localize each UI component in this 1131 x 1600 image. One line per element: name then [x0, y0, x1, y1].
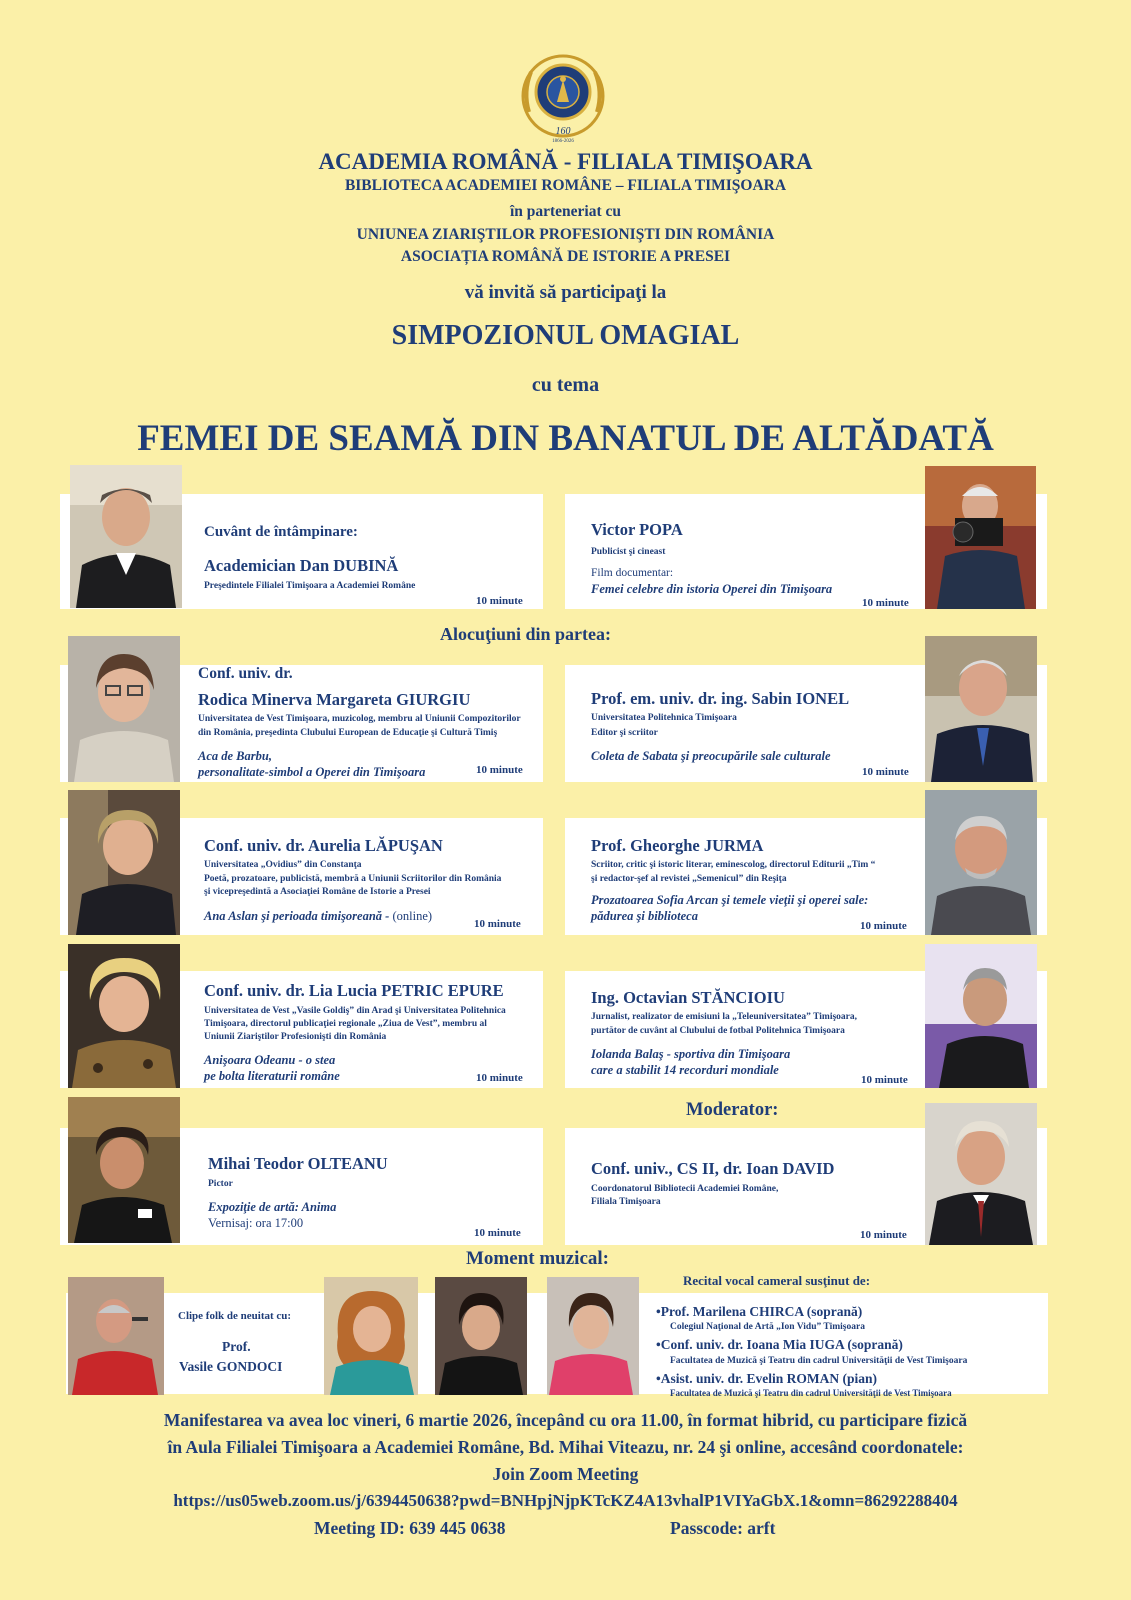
- speaker-name: Prof. Gheorghe JURMA: [591, 836, 764, 855]
- opening-minutes: 10 minute: [476, 595, 523, 607]
- photo-mihai-olteanu: [68, 1097, 180, 1243]
- speaker-minutes: 10 minute: [860, 920, 907, 932]
- photo-vasile-gondoci: [68, 1277, 164, 1395]
- photo-aurelia-lapusan: [68, 790, 180, 935]
- event-details-line-1: Manifestarea va avea loc vineri, 6 martie 2026, începând cu ora 11.00, în format hibrid, cu participare fizică: [163, 1410, 968, 1430]
- speaker-topic: care a stabilit 14 recorduri mondiale: [591, 1063, 779, 1077]
- partner-2: ASOCIAȚIA ROMÂNĂ DE ISTORIE A PRESEI: [400, 248, 731, 265]
- speaker-topic: pe bolta literaturii române: [204, 1069, 340, 1083]
- photo-gheorghe-jurma: [925, 790, 1037, 935]
- speaker-desc: Scriitor, critic şi istoric literar, eminescolog, directorul Editurii „Tim “: [591, 860, 876, 870]
- opening-desc: Preşedintele Filialei Timişoara a Academiei Române: [204, 581, 416, 591]
- vernisaj-time: Vernisaj: ora 17:00: [208, 1216, 304, 1230]
- invite-line: vă invită să participaţi la: [464, 282, 667, 303]
- speaker-desc: Timişoara, directorul publicaţiei regionale „Ziua de Vest”, membru al: [204, 1019, 487, 1029]
- event-details-line-2: în Aula Filialei Timişoara a Academiei Române, Bd. Mihai Viteazu, nr. 24 şi online, accesând coordonatele:: [167, 1437, 964, 1457]
- folk-title: Prof.: [222, 1339, 251, 1354]
- photo-victor-popa: [925, 466, 1036, 609]
- artist-name: Mihai Teodor OLTEANU: [208, 1154, 388, 1173]
- theme-label: cu tema: [531, 374, 600, 396]
- speaker-topic: Aca de Barbu,: [198, 749, 272, 763]
- event-title: SIMPOZIONUL OMAGIAL: [391, 320, 740, 351]
- speaker-minutes: 10 minute: [476, 764, 523, 776]
- performer: •Prof. Marilena CHIRCA (soprană): [656, 1304, 863, 1319]
- speaker-name: Prof. em. univ. dr. ing. Sabin IONEL: [591, 689, 850, 708]
- moderator-desc: Filiala Timişoara: [591, 1197, 661, 1207]
- artist-topic: Expoziţie de artă: Anima: [208, 1200, 337, 1214]
- theme-title: FEMEI DE SEAMĂ DIN BANATUL DE ALTĂDATĂ: [137, 418, 994, 459]
- zoom-join-label[interactable]: Join Zoom Meeting: [492, 1464, 639, 1484]
- moderator-desc: Coordonatorul Bibliotecii Academiei Române,: [591, 1184, 779, 1194]
- speaker-title: Conf. univ. dr.: [198, 665, 293, 682]
- performer-inst: Facultatea de Muzică şi Teatru din cadrul Universităţii de Vest Timişoara: [670, 1356, 968, 1366]
- online-note: (online): [389, 909, 433, 923]
- speaker-desc: Universitatea de Vest Timişoara, muzicolog, membru al Uniunii Compozitorilor: [198, 714, 521, 724]
- speaker-desc: Poetă, prozatoare, publicistă, membră a Uniunii Scriitorilor din România: [204, 874, 502, 884]
- speaker-topic: personalitate-simbol a Operei din Timişoara: [198, 765, 426, 779]
- speaker-desc: Editor şi scriitor: [591, 728, 658, 738]
- partnership-label: în parteneriat cu: [509, 203, 622, 220]
- photo-ioan-david: [925, 1103, 1037, 1245]
- photo-dan-dubina: [70, 465, 182, 608]
- performer-inst: Colegiul Naţional de Artă „Ion Vidu” Timişoara: [670, 1322, 865, 1332]
- recital-label: Recital vocal cameral susţinut de:: [683, 1273, 871, 1288]
- speaker-minutes: 10 minute: [862, 766, 909, 778]
- speaker-topic: Prozatoarea Sofia Arcan şi temele vieţii şi operei sale:: [591, 893, 869, 907]
- speaker-desc: Universitatea Politehnica Timişoara: [591, 713, 737, 723]
- speeches-heading: Alocuţiuni din partea:: [440, 624, 612, 644]
- moderator-minutes: 10 minute: [860, 1229, 907, 1241]
- library-title: BIBLIOTECA ACADEMIEI ROMÂNE – FILIALA TIMIŞOARA: [344, 177, 787, 194]
- speaker-desc: Uniunii Ziariştilor Profesionişti din România: [204, 1032, 387, 1042]
- photo-ioana-mia-iuga: [435, 1277, 527, 1395]
- zoom-meeting-link[interactable]: https://us05web.zoom.us/j/6394450638?pwd=BNHpjNjpKTcKZ4A13vhalP1VIYaGbX.1&omn=86292288404: [173, 1491, 958, 1510]
- speaker-minutes: 10 minute: [474, 918, 521, 930]
- speaker-name: Conf. univ. dr. Aurelia LĂPUŞAN: [204, 836, 443, 855]
- speaker-topic: Iolanda Balaş - sportiva din Timişoara: [591, 1047, 791, 1061]
- speaker-topic: pădurea şi biblioteca: [591, 909, 698, 923]
- speaker-desc: din România, preşedinta Clubului European de Educaţie şi Cultură Timiş: [198, 728, 498, 738]
- photo-sabin-ionel: [925, 636, 1037, 782]
- speaker-name: Ing. Octavian STĂNCIOIU: [591, 988, 785, 1007]
- performer: •Asist. univ. dr. Evelin ROMAN (pian): [656, 1371, 878, 1386]
- music-heading: Moment muzical:: [466, 1248, 609, 1269]
- speaker-desc: Universitatea „Ovidius” din Constanţa: [204, 860, 362, 870]
- speaker-desc: Universitatea de Vest „Vasile Goldiş” din Arad şi Universitatea Politehnica: [204, 1006, 506, 1016]
- speaker-minutes: 10 minute: [861, 1074, 908, 1086]
- photo-lia-petric-epure: [68, 944, 180, 1088]
- popa-type: Film documentar:: [591, 567, 674, 579]
- speaker-topic: Anişoara Odeanu - o stea: [204, 1053, 336, 1067]
- academy-seal-logo: [517, 52, 609, 144]
- meeting-id: Meeting ID: 639 445 0638: [314, 1518, 506, 1538]
- performer: •Conf. univ. dr. Ioana Mia IUGA (soprană): [656, 1337, 903, 1352]
- moderator-name: Conf. univ., CS II, dr. Ioan DAVID: [591, 1159, 835, 1178]
- artist-desc: Pictor: [208, 1179, 233, 1189]
- speaker-minutes: 10 minute: [476, 1072, 523, 1084]
- photo-evelin-roman: [547, 1277, 639, 1395]
- speaker-desc: şi vicepreşedintă a Asociaţiei Române de Istorie a Presei: [204, 887, 431, 897]
- folk-label: Clipe folk de neuitat cu:: [178, 1310, 292, 1322]
- folk-name: Vasile GONDOCI: [179, 1359, 283, 1374]
- opening-name: Academician Dan DUBINĂ: [204, 556, 399, 575]
- popa-minutes: 10 minute: [862, 597, 909, 609]
- moderator-heading: Moderator:: [686, 1100, 779, 1120]
- popa-topic: Femei celebre din istoria Operei din Timişoara: [591, 582, 833, 596]
- speaker-desc: purtător de cuvânt al Clubului de fotbal Politehnica Timişoara: [591, 1026, 845, 1036]
- photo-rodica-giurgiu: [68, 636, 180, 782]
- speaker-desc: şi redactor-şef al revistei „Semenicul” din Reşiţa: [591, 874, 787, 884]
- speaker-name: Rodica Minerva Margareta GIURGIU: [198, 690, 471, 709]
- academy-title: ACADEMIA ROMÂNĂ - FILIALA TIMIŞOARA: [318, 149, 813, 174]
- popa-name: Victor POPA: [591, 520, 683, 539]
- speaker-name: Conf. univ. dr. Lia Lucia PETRIC EPURE: [204, 981, 504, 1000]
- speaker-topic: [204, 907, 432, 925]
- popa-desc: Publicist şi cineast: [591, 547, 666, 557]
- artist-minutes: 10 minute: [474, 1227, 521, 1239]
- speaker-desc: Jurnalist, realizator de emisiuni la „Teleuniversitatea” Timişoara,: [591, 1012, 857, 1022]
- photo-octavian-stancioiu: [925, 944, 1037, 1088]
- speaker-topic-text: Ana Aslan şi perioada timişoreană -: [204, 909, 390, 923]
- partner-1: UNIUNEA ZIARIŞTILOR PROFESIONIŞTI DIN ROMÂNIA: [356, 226, 775, 243]
- performer-inst: Facultatea de Muzică şi Teatru din cadrul Universităţii de Vest Timişoara: [670, 1388, 952, 1398]
- photo-marilena-chirca: [324, 1277, 418, 1395]
- seal-anniversary: 160: [555, 126, 571, 137]
- seal-years: 1866-2026: [552, 139, 574, 144]
- speaker-topic: Coleta de Sabata şi preocupările sale culturale: [591, 749, 831, 763]
- meeting-passcode: Passcode: arft: [670, 1518, 776, 1538]
- opening-role: Cuvânt de întâmpinare:: [204, 524, 358, 540]
